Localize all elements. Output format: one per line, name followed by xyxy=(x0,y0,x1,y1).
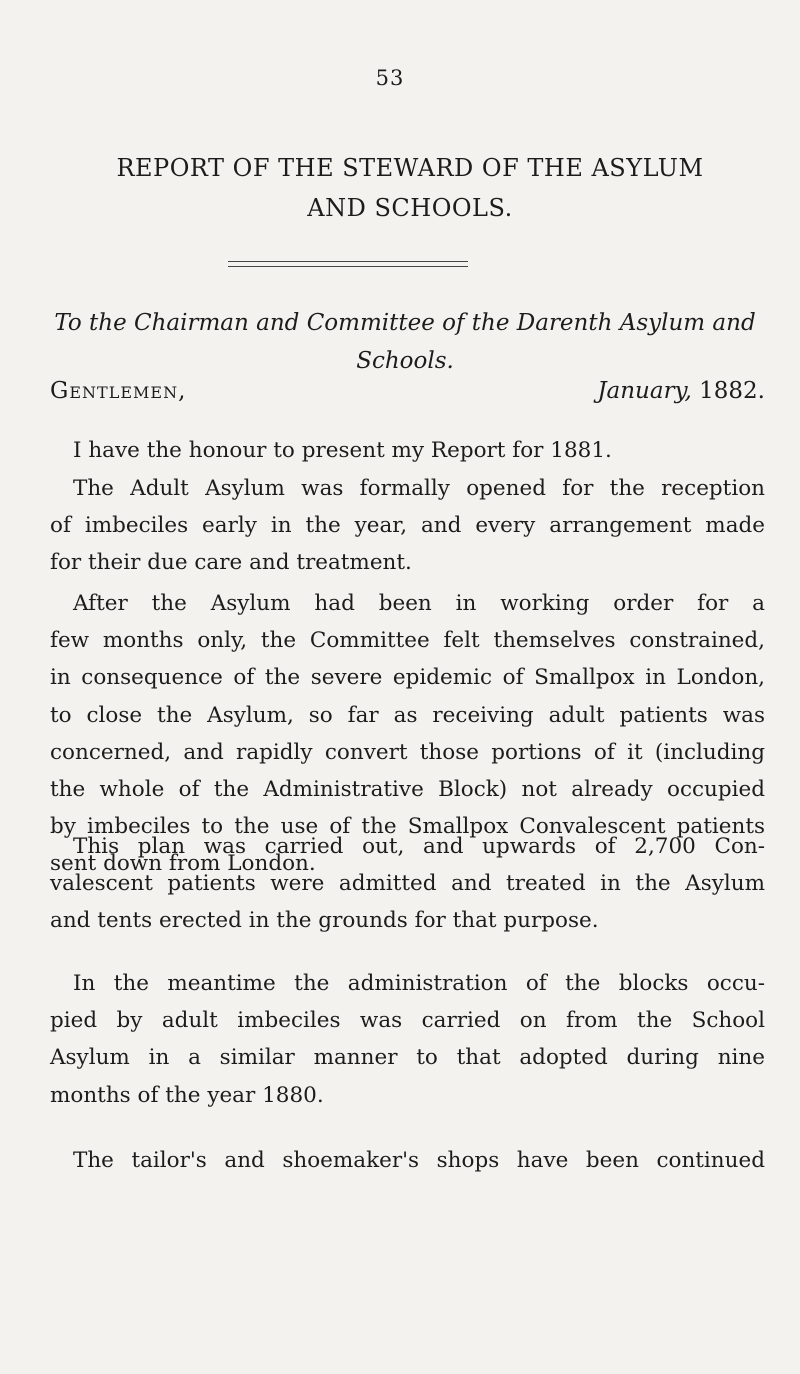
letter-date-month: January, xyxy=(597,378,692,404)
paragraph-line: and tents erected in the grounds for that purpose. xyxy=(50,908,599,934)
paragraph-line: valescent patients were admitted and treated in the Asylum xyxy=(50,871,765,897)
report-title-line-2: AND SCHOOLS. xyxy=(307,194,513,222)
paragraph-line: of imbeciles early in the year, and every arrangement made xyxy=(50,513,765,539)
paragraph-line: by imbeciles to the use of the Smallpox Convalescent patients xyxy=(50,814,765,840)
paragraph-6 xyxy=(50,1142,765,1179)
paragraph-line: months of the year 1880. xyxy=(50,1082,324,1108)
paragraph-line: I have the honour to present my Report for 1881. xyxy=(73,438,612,463)
letter-date-year: 1882. xyxy=(699,378,765,404)
paragraph-line: for their due care and treatment. xyxy=(50,550,412,576)
paragraph-line: The tailor's and shoemaker's shops have been continued xyxy=(73,1148,765,1173)
paragraph-5 xyxy=(50,965,765,1114)
paragraph-line: sent down from London. xyxy=(50,851,316,877)
salutation: Gentlemen, xyxy=(50,378,187,404)
paragraph-line: in consequence of the severe epidemic of Smallpox in London, xyxy=(50,665,765,691)
paragraph-line: the whole of the Administrative Block) not already occupied xyxy=(50,777,765,803)
paragraph-line: After the Asylum had been in working order for a xyxy=(73,591,765,616)
paragraph-line: to close the Asylum, so far as receiving adult patients was xyxy=(50,702,765,728)
report-title xyxy=(50,148,770,228)
paragraph-line: few months only, the Committee felt themselves constrained, xyxy=(50,628,765,654)
addressee-line-1: To the Chairman and Committee of the Darenth Asylum and xyxy=(54,310,756,336)
title-divider-rule xyxy=(228,261,468,267)
paragraph-line: concerned, and rapidly convert those portions of it (including xyxy=(50,739,765,765)
paragraph-4 xyxy=(50,828,765,940)
paragraph-line: This plan was carried out, and upwards of 2,700 Con- xyxy=(73,834,765,859)
paragraph-2 xyxy=(50,470,765,582)
addressee xyxy=(50,304,760,380)
paragraph-line: In the meantime the administration of the blocks occu- xyxy=(73,971,765,996)
report-title-line-1: REPORT OF THE STEWARD OF THE ASYLUM xyxy=(116,154,704,182)
salutation-row xyxy=(50,371,765,411)
letter-date xyxy=(597,371,765,411)
paragraph-line: Asylum in a similar manner to that adopted during nine xyxy=(50,1045,765,1071)
paragraph-1 xyxy=(50,432,765,469)
page-number: 53 xyxy=(375,66,405,90)
paragraph-line: pied by adult imbeciles was carried on from the School xyxy=(50,1008,765,1034)
paragraph-line: The Adult Asylum was formally opened for the reception xyxy=(73,476,765,501)
addressee-line-2: Schools. xyxy=(356,348,454,374)
